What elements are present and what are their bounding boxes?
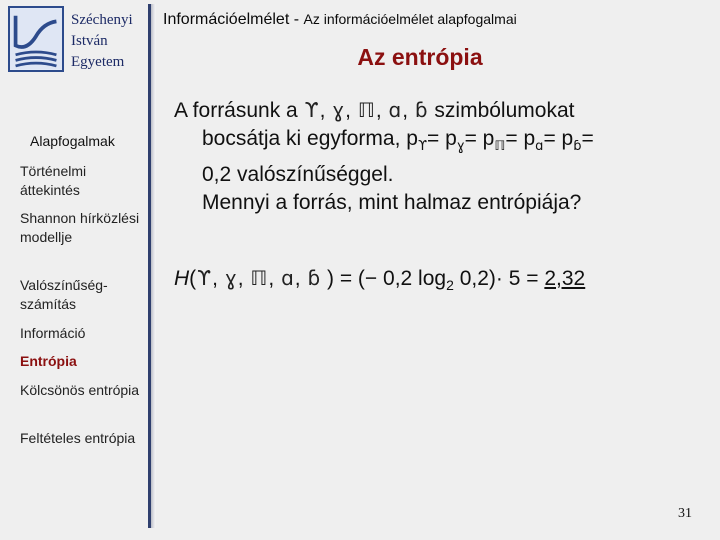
symbol-4: ɑ	[388, 98, 402, 122]
symbol-1: ϒ	[304, 98, 319, 122]
subscript-symbol-3: ℿ	[494, 139, 506, 154]
entropy-formula: H(ϒ, ɣ, ℿ, ɑ, ɓ ) = (− 0,2 $\log_2 0,2)\cdot 5 = 2,32$	[174, 266, 586, 294]
sidebar-item-felteteles-entropia[interactable]: Feltételes entrópia	[20, 430, 136, 446]
university-name-line: István	[71, 33, 108, 49]
log-base: 2	[446, 277, 454, 294]
statement-line-3: 0,2 valószínűséggel.	[202, 163, 394, 186]
formula-rhs: ) = (− 0,2 log	[327, 267, 447, 290]
sidebar-item-informacio[interactable]: Információ	[20, 325, 86, 341]
university-logo	[8, 6, 64, 72]
formula-symbol-2: ɣ	[224, 266, 237, 290]
sidebar-item-valoszinusegszamitas[interactable]: Valószínűség-számítás	[20, 277, 108, 312]
sidebar-item-alapfogalmak[interactable]: Alapfogalmak	[30, 133, 115, 149]
symbol-2: ɣ	[332, 98, 345, 122]
university-name-line: Egyetem	[71, 54, 125, 70]
course-subtitle: Az információelmélet alapfogalmai	[303, 11, 517, 27]
sidebar-item-shannon-modell[interactable]: Shannon hírközlési modellje	[20, 210, 140, 245]
formula-symbol-5: ɓ	[307, 266, 321, 290]
statement-text: szimbólumokat	[434, 99, 575, 122]
subscript-symbol-1: ϒ	[417, 139, 428, 154]
formula-symbol-4: ɑ	[281, 266, 294, 290]
problem-statement	[174, 96, 714, 217]
logo-icon	[10, 8, 62, 70]
statement-line-4: Mennyi a forrás, mint halmaz entrópiája?	[202, 191, 582, 214]
vertical-divider	[148, 4, 156, 528]
formula-symbol-1: ϒ	[197, 266, 212, 290]
slide-title: Az entrópia	[357, 44, 483, 70]
formula-symbol-3: ℿ	[250, 266, 268, 290]
statement-line-1: A forrásunk a ϒ, ɣ, ℿ, ɑ, ɓ szimbólumokat	[174, 98, 575, 122]
university-name	[71, 10, 133, 73]
sidebar-item-kolcsonos-entropia[interactable]: Kölcsönös entrópia	[20, 382, 140, 398]
subscript-symbol-5: ɓ	[573, 139, 582, 154]
statement-line-2: bocsátja ki egyforma, $p_ϒ= p_ɣ= p_ℿ= p_ɑ= p_ɓ=$	[202, 127, 594, 154]
subscript-symbol-4: ɑ	[535, 139, 544, 154]
sidebar-item-entropia[interactable]: Entrópia	[20, 353, 77, 369]
course-title-main: Információelmélet -	[163, 11, 304, 28]
university-name-line: Széchenyi	[71, 12, 133, 28]
formula-rhs-b: 0,2)· 5 =	[459, 267, 539, 290]
formula-result: 2,32	[544, 267, 586, 290]
course-title	[163, 11, 517, 29]
symbol-3: ℿ	[357, 98, 375, 122]
statement-text: bocsátja ki egyforma, p	[202, 127, 418, 150]
main-content	[174, 96, 714, 217]
sidebar-item-tortenelmi-attekintes[interactable]: Történelmi áttekintés	[20, 163, 87, 198]
statement-text: A forrásunk a	[174, 99, 298, 122]
subscript-symbol-2: ɣ	[456, 139, 465, 154]
page-number: 31	[678, 506, 692, 521]
formula-H: H	[174, 267, 190, 290]
symbol-5: ɓ	[414, 98, 428, 122]
